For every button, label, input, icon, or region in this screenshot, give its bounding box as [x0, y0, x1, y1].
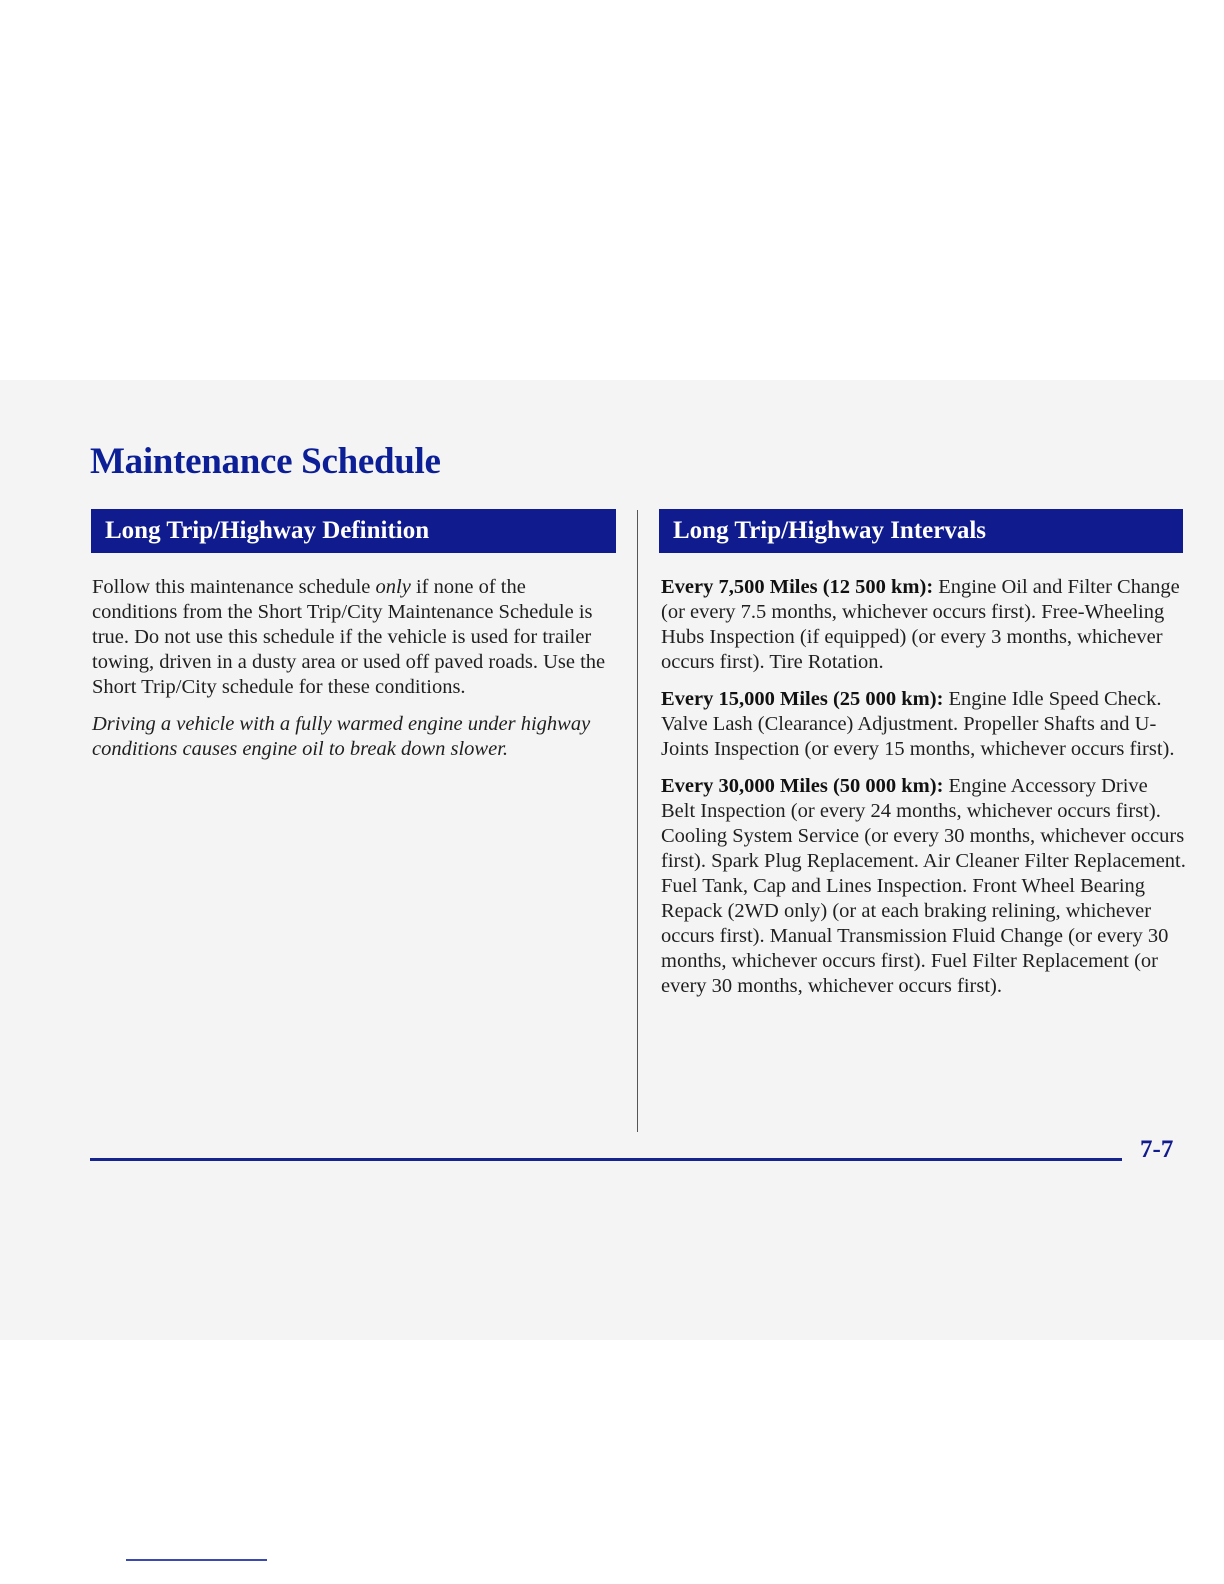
footer-rule: [90, 1158, 1122, 1161]
definition-text-end: if none of the conditions from the Short Trip/City Maintenance Schedule is true. Do not use this schedule if the vehicle is used for trailer towing, driven in a dusty area or used off paved roads. Use the Short Trip/City schedule for these conditions.: [92, 576, 606, 698]
definition-column: [92, 575, 612, 774]
interval-item: [661, 774, 1186, 999]
page-number: 7-7: [1140, 1136, 1174, 1163]
section-heading-intervals: Long Trip/Highway Intervals: [659, 509, 1183, 553]
interval-label: Every 7,500 Miles (12 500 km):: [661, 576, 934, 598]
definition-emphasis: only: [375, 576, 411, 598]
column-divider: [637, 510, 638, 1132]
definition-text-start: Follow this maintenance schedule: [92, 576, 376, 598]
intervals-column: [661, 575, 1186, 1011]
bottom-decorative-line: [126, 1559, 267, 1561]
interval-label: Every 15,000 Miles (25 000 km):: [661, 688, 944, 710]
interval-text: Engine Idle Speed Check. Valve Lash (Clearance) Adjustment. Propeller Shafts and U-Joints Inspection (or every 15 months, whichever occurs first).: [661, 688, 1175, 760]
interval-text: Engine Oil and Filter Change (or every 7.5 months, whichever occurs first). Free-Wheeling Hubs Inspection (if equipped) (or every 3 months, whichever occurs first). Tire Rotation.: [661, 576, 1180, 673]
definition-note: Driving a vehicle with a fully warmed engine under highway conditions causes engine oil to break down slower.: [92, 713, 591, 760]
page-title: Maintenance Schedule: [90, 441, 441, 482]
interval-text: Engine Accessory Drive Belt Inspection (or every 24 months, whichever occurs first). Cooling System Service (or every 30 months, whichever occurs first). Spark Plug Replacement. Air Cleaner Filter Replacement. Fuel Tank, Cap and Lines Inspection. Front Wheel Bearing Repack (2WD only) (or at each braking relining, whichever occurs first). Manual Transmission Fluid Change (or every 30 months, whichever occurs first). Fuel Filter Replacement (or every 30 months, whichever occurs first).: [661, 775, 1186, 997]
interval-item: [661, 575, 1186, 675]
section-heading-definition: Long Trip/Highway Definition: [91, 509, 616, 553]
interval-item: [661, 687, 1186, 762]
interval-label: Every 30,000 Miles (50 000 km):: [661, 775, 944, 797]
definition-paragraph: [92, 575, 612, 700]
